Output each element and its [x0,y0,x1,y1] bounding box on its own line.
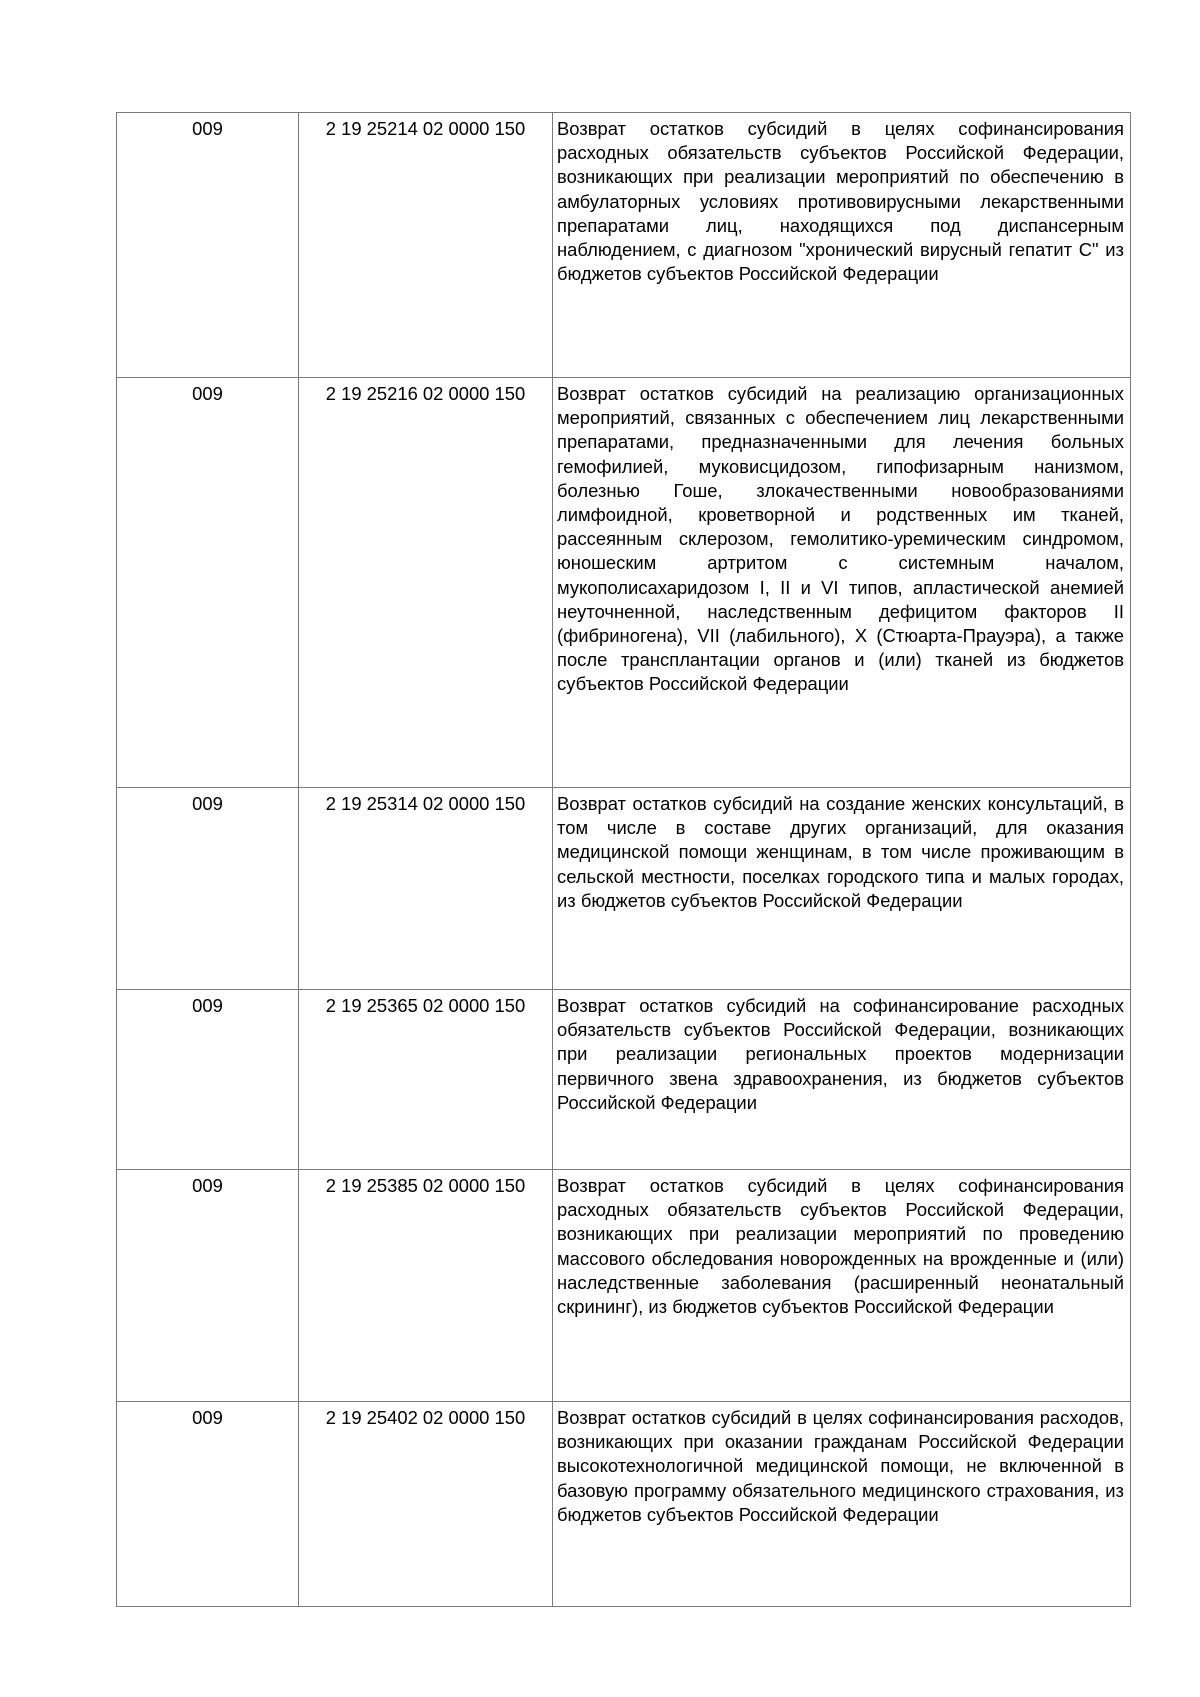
table-row [117,113,1131,378]
revenue-name-text: Возврат остатков субсидий на реализацию организационных мероприятий, связанных с обеспечением лиц лекарственными препаратами, предназначенными для лечения больных гемофилией, муковисцидозом, гипофизарным нанизмом, болезнью Гоше, злокачественными новообразованиями лимфоидной, кроветворной и родственных им тканей, рассеянным склерозом, гемолитико-уремическим синдромом, юношеским артритом с системным началом, мукополисахаридозом I, II и VI типов, апластической анемией неуточненной, наследственным дефицитом факторов II (фибриногена), VII (лабильного), X (Стюарта-Прауэра), а также после трансплантации органов и (или) тканей из бюджетов субъектов Российской Федерации [557,383,1124,695]
admin-code-cell: 009 [117,113,299,378]
revenue-name-text: Возврат остатков субсидий в целях софинансирования расходов, возникающих при оказании гражданам Российской Федерации высокотехнологичной медицинской помощи, не включенной в базовую программу обязательного медицинского страхования, из бюджетов субъектов Российской Федерации [557,1407,1124,1525]
revenue-name-cell [553,378,1131,788]
budget-code-cell: 2 19 25314 02 0000 150 [299,788,553,990]
revenue-name-cell [553,990,1131,1170]
budget-code-cell: 2 19 25365 02 0000 150 [299,990,553,1170]
revenue-name-cell [553,788,1131,990]
table-row [117,1170,1131,1402]
budget-classification-table [116,112,1131,1607]
table-row [117,378,1131,788]
admin-code-cell: 009 [117,788,299,990]
revenue-name-cell [553,1402,1131,1607]
admin-code-cell: 009 [117,378,299,788]
admin-code-cell: 009 [117,1402,299,1607]
budget-code-cell: 2 19 25216 02 0000 150 [299,378,553,788]
budget-code-cell: 2 19 25214 02 0000 150 [299,113,553,378]
revenue-name-text: Возврат остатков субсидий на софинансирование расходных обязательств субъектов Российской Федерации, возникающих при реализации региональных проектов модернизации первичного звена здравоохранения, из бюджетов субъектов Российской Федерации [557,995,1124,1113]
revenue-name-text: Возврат остатков субсидий на создание женских консультаций, в том числе в составе других организаций, для оказания медицинской помощи женщинам, в том числе проживающим в сельской местности, поселках городского типа и малых городах, из бюджетов субъектов Российской Федерации [557,793,1124,911]
table-row [117,1402,1131,1607]
revenue-name-cell [553,113,1131,378]
admin-code-cell: 009 [117,1170,299,1402]
revenue-name-text: Возврат остатков субсидий в целях софинансирования расходных обязательств субъектов Российской Федерации, возникающих при реализации мероприятий по обеспечению в амбулаторных условиях противовирусными лекарственными препаратами лиц, находящихся под диспансерным наблюдением, с диагнозом "хронический вирусный гепатит С" из бюджетов субъектов Российской Федерации [557,118,1124,285]
admin-code-cell: 009 [117,990,299,1170]
table-row [117,990,1131,1170]
table-row [117,788,1131,990]
revenue-name-text: Возврат остатков субсидий в целях софинансирования расходных обязательств субъектов Российской Федерации, возникающих при реализации мероприятий по проведению массового обследования новорожденных на врожденные и (или) наследственные заболевания (расширенный неонатальный скрининг), из бюджетов субъектов Российской Федерации [557,1175,1124,1318]
revenue-name-cell [553,1170,1131,1402]
budget-code-cell: 2 19 25402 02 0000 150 [299,1402,553,1607]
budget-code-cell: 2 19 25385 02 0000 150 [299,1170,553,1402]
